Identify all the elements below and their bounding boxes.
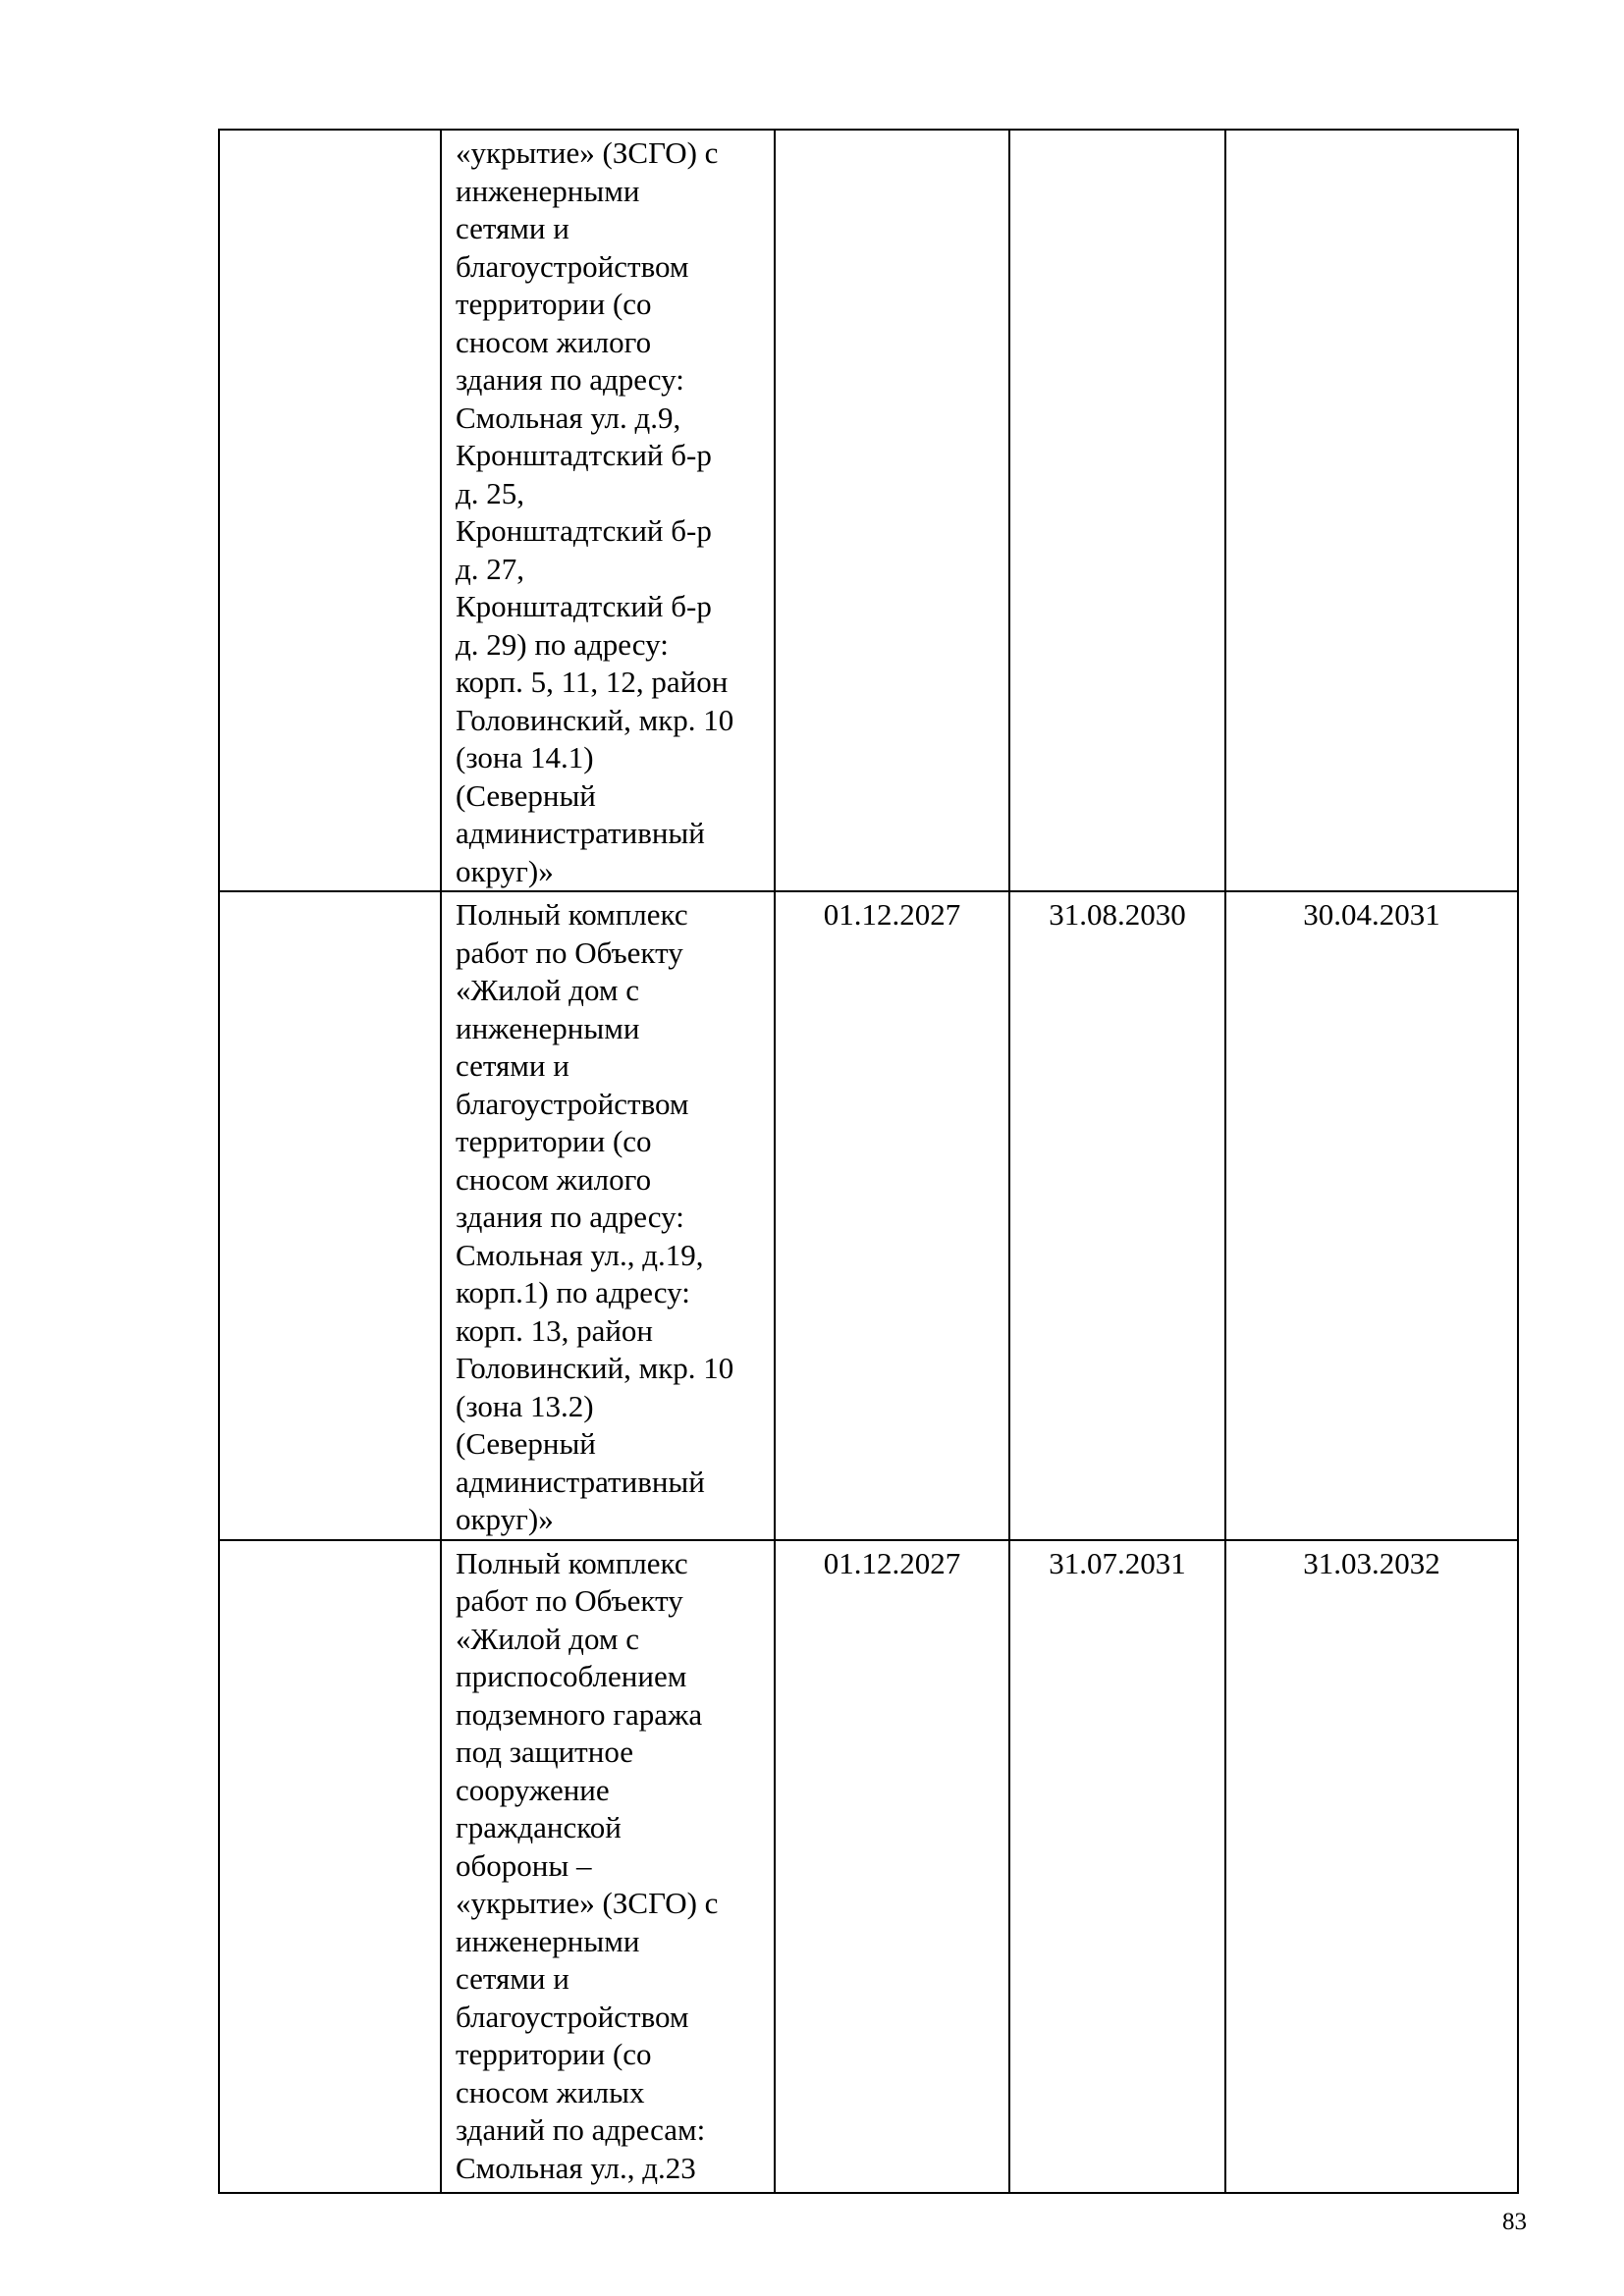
- description-line: под защитное: [456, 1735, 633, 1769]
- description-line: территории (со: [456, 287, 652, 321]
- description-cell: [441, 1540, 775, 2193]
- description-line: здания по адресу:: [456, 362, 684, 397]
- description-line: гражданской: [456, 1810, 622, 1844]
- description-line: зданий по адресам:: [456, 2112, 706, 2147]
- description-line: д. 29) по адресу:: [456, 626, 669, 662]
- description-line: сносом жилого: [456, 1161, 652, 1197]
- description-cell: [441, 130, 775, 891]
- description-line: корп. 5, 11, 12, район: [456, 665, 729, 699]
- final-date-cell: 31.03.2032: [1225, 1540, 1518, 2193]
- description-line: «Жилой дом с: [456, 973, 639, 1007]
- description-line: Головинский, мкр. 10: [456, 1351, 734, 1385]
- description-line: корп.1) по адресу:: [456, 1275, 690, 1309]
- description-line: (зона 14.1): [456, 740, 594, 774]
- description-line: «укрытие» (ЗСГО) с: [456, 135, 719, 170]
- end-date-cell: 31.08.2030: [1009, 891, 1225, 1540]
- description-line: округ)»: [456, 1502, 554, 1536]
- description-line: Смольная ул., д.23: [456, 2150, 696, 2185]
- start-date-cell: 01.12.2027: [775, 1540, 1009, 2193]
- description-line: работ по Объекту: [456, 934, 683, 970]
- description-line: (зона 13.2): [456, 1388, 594, 1423]
- description-line: сетями и: [456, 1961, 569, 1996]
- description-cell: [441, 891, 775, 1540]
- description-line: сетями и: [456, 1048, 569, 1083]
- description-line: Смольная ул. д.9,: [456, 400, 681, 435]
- document-page: [218, 129, 1517, 2183]
- description-line: благоустройством: [456, 1999, 689, 2034]
- description-line: «Жилой дом с: [456, 1621, 639, 1656]
- table-row: [219, 130, 1518, 891]
- description-line: округ)»: [456, 853, 554, 888]
- final-date-cell: [1225, 130, 1518, 891]
- description-line: здания по адресу:: [456, 1200, 684, 1234]
- schedule-table: [218, 129, 1519, 2194]
- description-line: «укрытие» (ЗСГО) с: [456, 1886, 719, 1920]
- description-line: сносом жилого: [456, 324, 652, 359]
- description-line: д. 25,: [456, 475, 525, 510]
- description-line: Головинский, мкр. 10: [456, 702, 734, 737]
- index-cell: [219, 1540, 441, 2193]
- start-date-cell: [775, 130, 1009, 891]
- description-line: корп. 13, район: [456, 1312, 654, 1348]
- description-line: обороны –: [456, 1847, 592, 1883]
- description-line: (Северный: [456, 777, 596, 813]
- description-line: Кронштадтский б-р: [456, 513, 712, 548]
- table-row: [219, 1540, 1518, 2193]
- description-line: сетями и: [456, 211, 569, 245]
- page-number: 83: [1502, 2209, 1527, 2235]
- description-line: сооружение: [456, 1772, 610, 1807]
- description-line: сносом жилых: [456, 2074, 645, 2109]
- description-line: инженерными: [456, 1010, 640, 1045]
- description-line: приспособлением: [456, 1659, 687, 1693]
- description-line: территории (со: [456, 2037, 652, 2071]
- description-line: административный: [456, 1464, 705, 1499]
- description-line: Кронштадтский б-р: [456, 438, 712, 472]
- description-line: Полный комплекс: [456, 1545, 688, 1580]
- description-line: благоустройством: [456, 248, 689, 284]
- final-date-cell: 30.04.2031: [1225, 891, 1518, 1540]
- description-line: Полный комплекс: [456, 897, 688, 932]
- description-line: административный: [456, 816, 705, 850]
- start-date-cell: 01.12.2027: [775, 891, 1009, 1540]
- description-line: Кронштадтский б-р: [456, 589, 712, 623]
- description-line: подземного гаража: [456, 1696, 703, 1732]
- end-date-cell: 31.07.2031: [1009, 1540, 1225, 2193]
- end-date-cell: [1009, 130, 1225, 891]
- description-line: территории (со: [456, 1124, 652, 1158]
- table-row: [219, 891, 1518, 1540]
- index-cell: [219, 130, 441, 891]
- description-line: д. 27,: [456, 551, 525, 586]
- description-line: благоустройством: [456, 1086, 689, 1121]
- description-line: работ по Объекту: [456, 1583, 683, 1618]
- description-line: инженерными: [456, 1923, 640, 1958]
- index-cell: [219, 891, 441, 1540]
- description-line: Смольная ул., д.19,: [456, 1237, 704, 1272]
- description-line: (Северный: [456, 1426, 596, 1461]
- description-line: инженерными: [456, 173, 640, 208]
